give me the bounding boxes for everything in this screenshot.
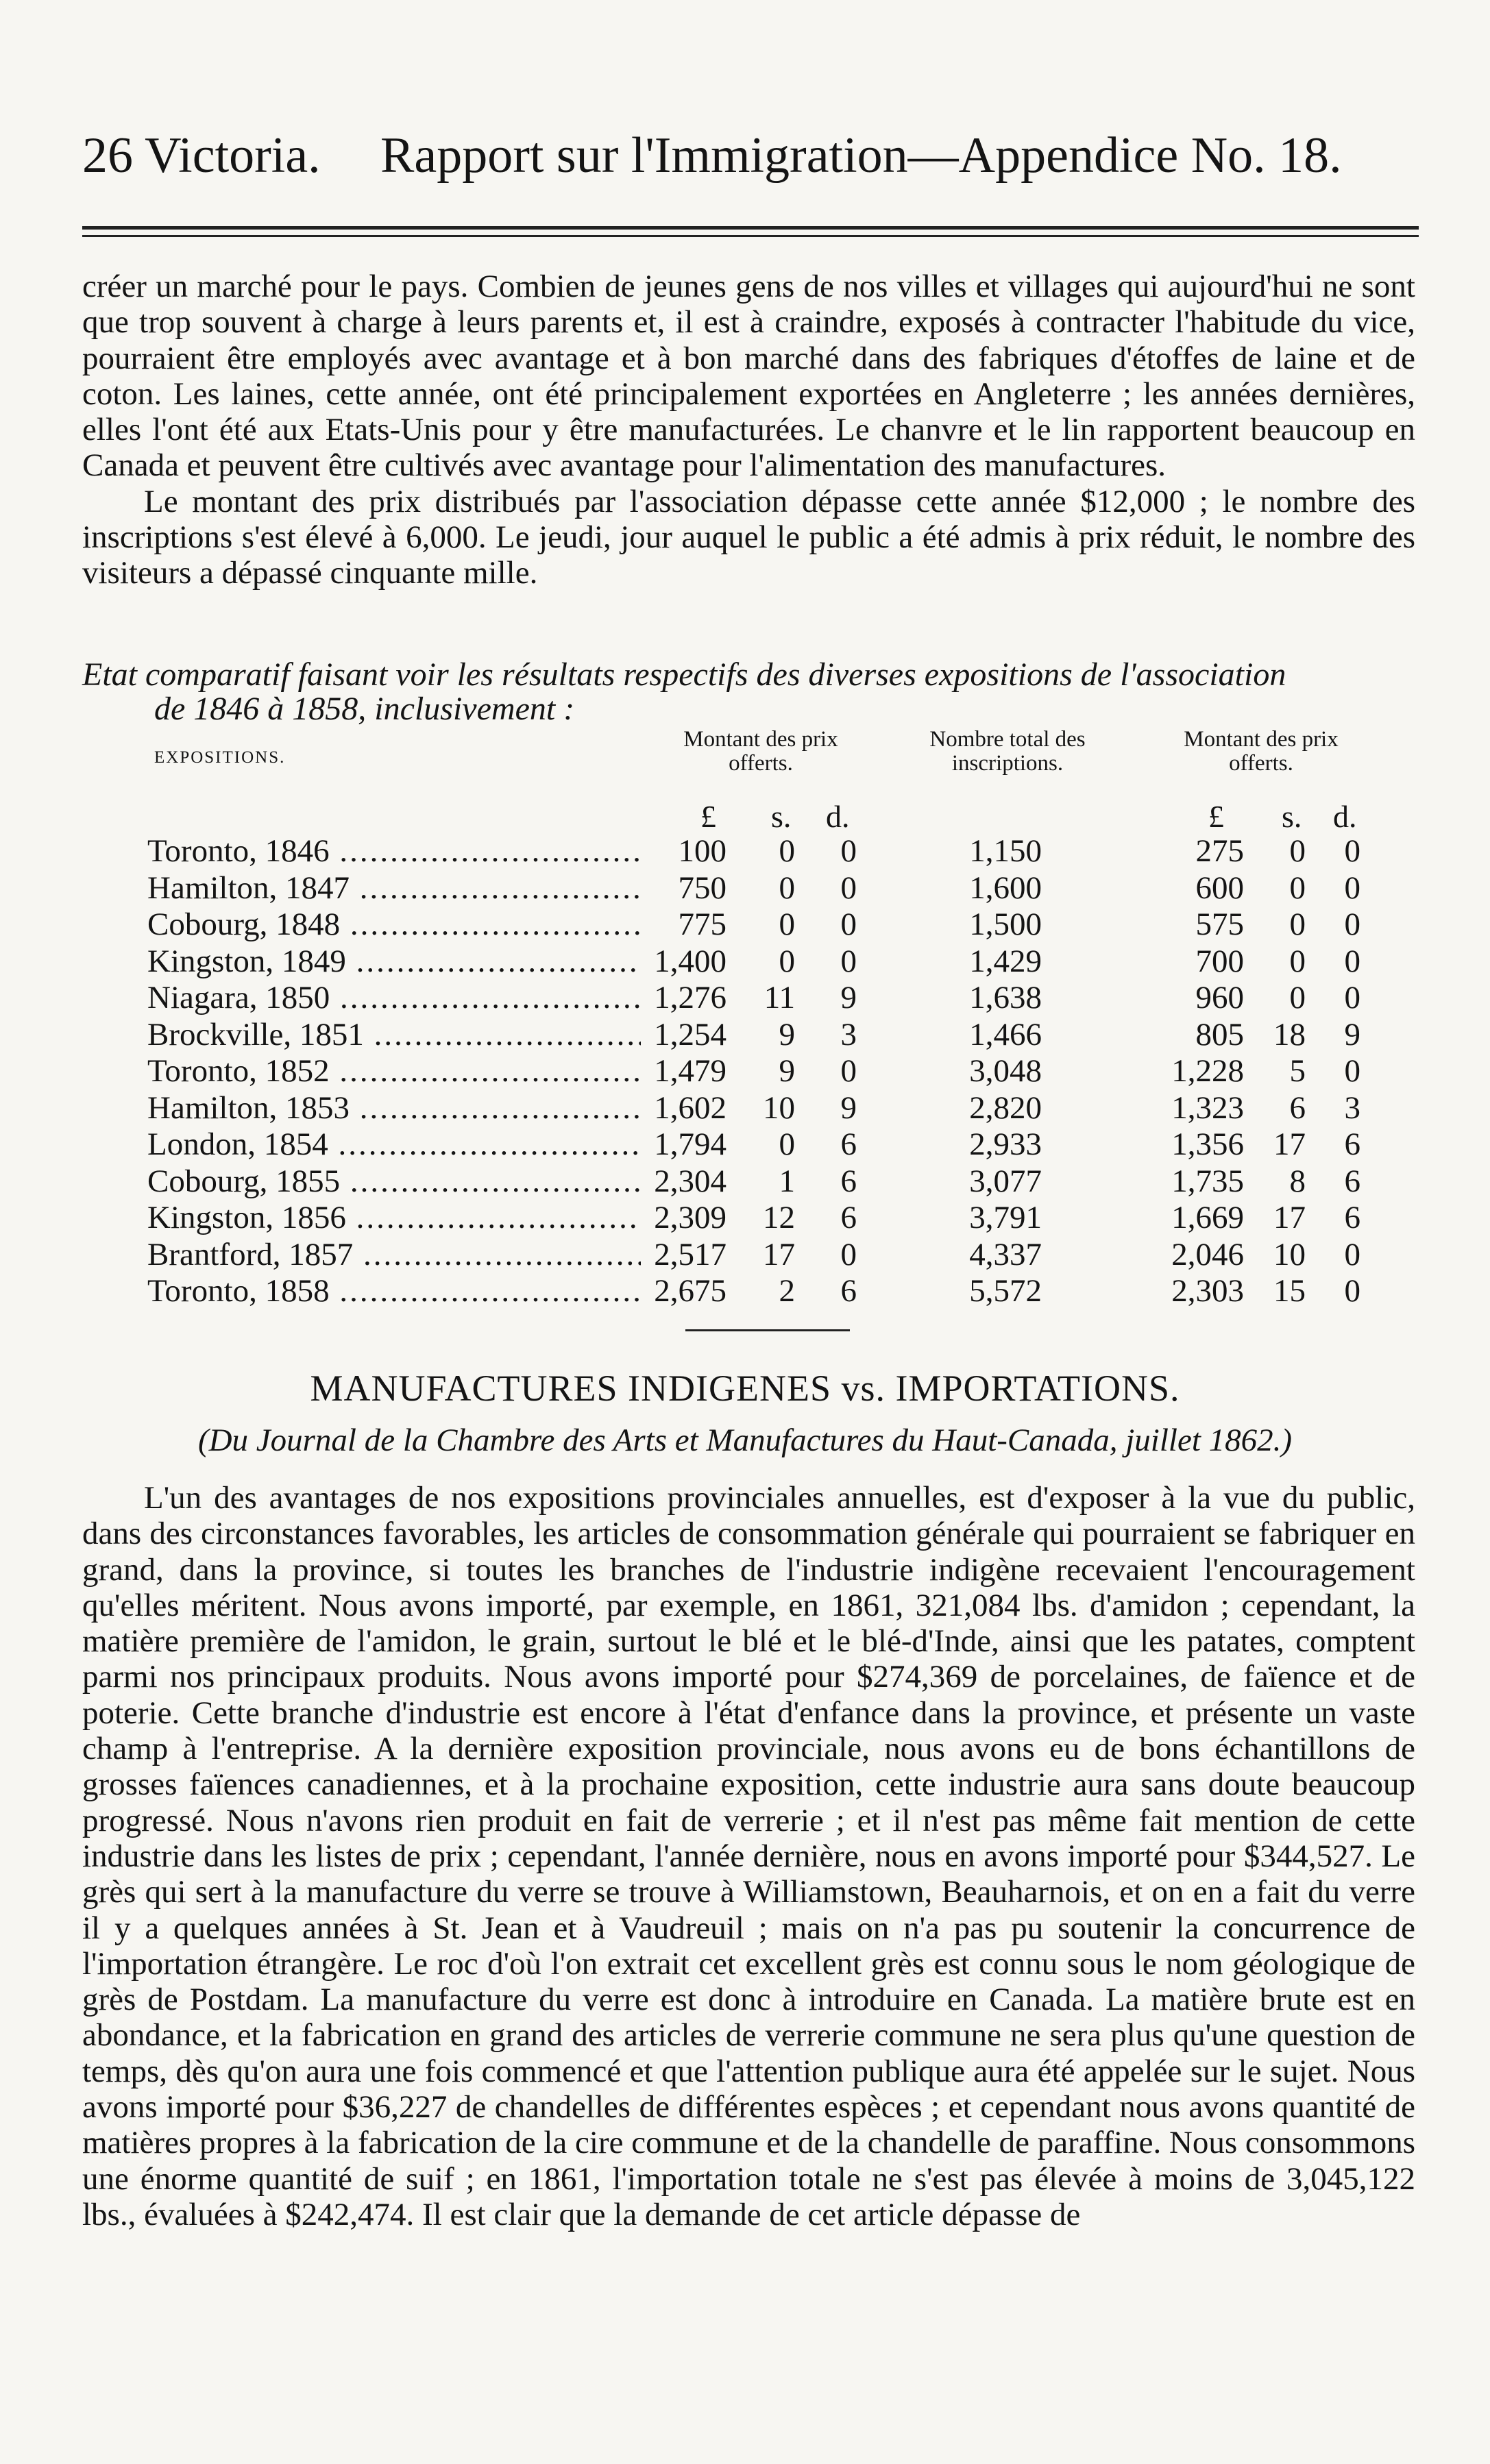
row-name: Kingston, 1856 ..... xyxy=(147,1199,641,1236)
unit-pence: d. xyxy=(826,799,850,834)
prix-pence: 6 xyxy=(840,1126,857,1162)
prix-offerts-pounds: 600 xyxy=(1195,870,1244,906)
table-row xyxy=(0,1016,1490,1054)
header-title: Rapport sur l'Immigration—Appendice No. 18. xyxy=(380,127,1342,184)
intro-paragraph-2: Le montant des prix distribués par l'association dépasse cette année $12,000 ; le nombre des inscriptions s'est élevé à 6,000. Le jeudi, jour auquel le public a été admis à prix réduit, le nombre des visiteurs a dépassé cinquante mille. xyxy=(82,483,1415,591)
inscriptions: 3,077 xyxy=(969,1163,1042,1199)
prix-shillings: 17 xyxy=(763,1236,795,1272)
prix-pence: 6 xyxy=(840,1163,857,1199)
prix-shillings: 11 xyxy=(764,980,795,1015)
table-row xyxy=(0,1236,1490,1274)
row-name: Brantford, 1857 ..... xyxy=(147,1236,641,1273)
prix-offerts-pence: 6 xyxy=(1344,1163,1360,1199)
prix-offerts-pence: 3 xyxy=(1344,1089,1360,1126)
prix-pounds: 2,517 xyxy=(654,1236,726,1272)
table-row xyxy=(0,1089,1490,1127)
prix-pounds: 775 xyxy=(678,907,726,942)
inscriptions: 1,466 xyxy=(969,1016,1042,1052)
unit-pounds: £ xyxy=(1208,799,1224,834)
prix-offerts-shillings: 10 xyxy=(1273,1236,1306,1272)
unit-shillings: s. xyxy=(771,799,792,834)
prix-offerts-pence: 0 xyxy=(1344,1236,1360,1272)
inscriptions: 1,150 xyxy=(969,833,1042,869)
prix-offerts-shillings: 5 xyxy=(1289,1053,1306,1089)
intro-text xyxy=(82,269,1415,591)
prix-pence: 9 xyxy=(840,980,857,1015)
table-row xyxy=(0,1272,1490,1310)
prix-offerts-shillings: 0 xyxy=(1289,980,1306,1015)
inscriptions: 2,933 xyxy=(969,1126,1042,1162)
prix-pence: 3 xyxy=(840,1016,857,1052)
unit-shillings: s. xyxy=(1282,799,1302,834)
prix-pence: 0 xyxy=(840,1236,857,1272)
row-name: Cobourg, 1855 ..... xyxy=(147,1163,641,1200)
inscriptions: 4,337 xyxy=(969,1236,1042,1272)
inscriptions: 5,572 xyxy=(969,1273,1042,1309)
prix-pounds: 2,309 xyxy=(654,1200,726,1235)
inscriptions: 2,820 xyxy=(969,1089,1042,1126)
prix-pounds: 1,479 xyxy=(654,1053,726,1089)
prix-pence: 9 xyxy=(840,1089,857,1126)
intro-paragraph-1: créer un marché pour le pays. Combien de jeunes gens de nos villes et villages qui aujourd'hui ne sont que trop souvent à charge à leurs parents et, il est à craindre, exposés à contracter l'habitude du vice, pourraient être employés avec avantage et à bon marché dans des fabriques d'étoffes de laine et de coton. Les laines, cette année, ont été principalement exportées en Angleterre ; les années dernières, elles l'ont été aux Etats-Unis pour y être manufacturées. Le chanvre et le lin rapportent beaucoup en Canada et peuvent être cultivés avec avantage pour l'alimentation des manufactures. xyxy=(82,269,1415,484)
prix-pence: 0 xyxy=(840,833,857,869)
prix-offerts-pounds: 700 xyxy=(1195,943,1244,979)
prix-shillings: 2 xyxy=(779,1273,795,1309)
row-name: London, 1854 ..... xyxy=(147,1126,641,1163)
inscriptions: 1,600 xyxy=(969,870,1042,906)
prix-pence: 6 xyxy=(840,1200,857,1235)
prix-offerts-pounds: 2,046 xyxy=(1171,1236,1244,1272)
prix-offerts-pounds: 805 xyxy=(1195,1016,1244,1052)
row-name: Toronto, 1846 ..... xyxy=(147,833,641,870)
section-paragraph: L'un des avantages de nos expositions provinciales annuelles, est d'exposer à la vue du public, dans des circonstances favorables, les articles de consommation générale qui pourraient se fabriquer en grand, dans la province, si toutes les branches de l'industrie indigène recevaient l'encouragement qu'elles méritent. Nous avons importé, par exemple, en 1861, 321,084 lbs. d'amidon ; cependant, la matière première de l'amidon, le grain, surtout le blé et le blé-d'Inde, ainsi que les patates, comptent parmi nos principaux produits. Nous avons importé pour $274,369 de porcelaines, de faïence et de poterie. Cette branche d'industrie est encore à l'état d'enfance dans la province, et présente un vaste champ à l'entreprise. A la dernière exposition provinciale, nous avons eu de bons échantillons de grosses faïences canadiennes, et à la prochaine exposition, cette industrie aura sans doute beaucoup progressé. Nous n'avons rien produit en fait de verrerie ; et il n'est pas même fait mention de cette industrie dans les listes de prix ; cependant, l'année dernière, nous en avons importé pour $344,527. Le grès qui sert à la manufacture du verre se trouve à Williamstown, Beauharnois, et on en a fait du verre il y a quelques années à St. Jean et à Vaudreuil ; mais on n'a pas pu soutenir la concurrence de l'importation étrangère. Le roc d'où l'on extrait cet excellent grès est connu sous le nom géologique de grès de Postdam. La manufacture du verre est donc à introduire en Canada. La matière brute est en abondance, et la fabrication en grand des articles de verrerie commune ne sera plus qu'une question de temps, dès qu'on aura une fois commencé et que l'attention publique aura été appelée sur le sujet. Nous avons importé pour $36,227 de chandelles de différentes espèces ; et cependant nous avons quantité de matières propres à la fabrication de la cire commune et de la chandelle de paraffine. Nous consommons une énorme quantité de suif ; en 1861, l'importation totale ne s'est pas élevée à moins de 3,045,122 lbs., évaluées à $242,474. Il est clair que la demande de cet article dépasse de xyxy=(82,1480,1415,2232)
row-name: Cobourg, 1848 ..... xyxy=(147,906,641,943)
header-rule-thin xyxy=(82,235,1419,237)
table-row xyxy=(0,1199,1490,1237)
table-row xyxy=(0,979,1490,1017)
prix-pounds: 1,400 xyxy=(654,943,726,979)
session-label: 26 Victoria. xyxy=(82,127,321,184)
column-header-prix-1: Montant des prix offerts. xyxy=(683,727,838,776)
prix-shillings: 0 xyxy=(779,907,795,942)
prix-offerts-pounds: 275 xyxy=(1195,833,1244,869)
row-name: Hamilton, 1847 ..... xyxy=(147,870,641,907)
prix-pounds: 1,602 xyxy=(654,1089,726,1126)
prix-pence: 0 xyxy=(840,1053,857,1089)
table-caption-line-2: de 1846 à 1858, inclusivement : xyxy=(154,691,575,727)
prix-offerts-pounds: 1,228 xyxy=(1171,1053,1244,1089)
table-row xyxy=(0,1126,1490,1163)
prix-offerts-shillings: 0 xyxy=(1289,907,1306,942)
prix-offerts-shillings: 6 xyxy=(1289,1089,1306,1126)
inscriptions: 3,791 xyxy=(969,1200,1042,1235)
section-divider xyxy=(685,1329,850,1331)
prix-offerts-pence: 6 xyxy=(1344,1200,1360,1235)
column-header-inscriptions: Nombre total des inscriptions. xyxy=(929,727,1086,776)
table-caption-line-1: Etat comparatif faisant voir les résultats respectifs des diverses expositions de l'association xyxy=(82,656,1286,693)
prix-pence: 0 xyxy=(840,907,857,942)
prix-shillings: 1 xyxy=(779,1163,795,1199)
table-row xyxy=(0,1052,1490,1090)
prix-offerts-pounds: 1,356 xyxy=(1171,1126,1244,1162)
prix-shillings: 9 xyxy=(779,1053,795,1089)
table-row xyxy=(0,833,1490,870)
prix-offerts-pounds: 1,735 xyxy=(1171,1163,1244,1199)
row-name: Toronto, 1858 ..... xyxy=(147,1272,641,1309)
table-row xyxy=(0,943,1490,981)
table-row xyxy=(0,906,1490,944)
prix-offerts-shillings: 8 xyxy=(1289,1163,1306,1199)
prix-pence: 6 xyxy=(840,1273,857,1309)
prix-pounds: 2,675 xyxy=(654,1273,726,1309)
prix-shillings: 0 xyxy=(779,1126,795,1162)
section-body xyxy=(82,1480,1415,2232)
prix-offerts-pence: 6 xyxy=(1344,1126,1360,1162)
prix-offerts-shillings: 15 xyxy=(1273,1273,1306,1309)
prix-offerts-pence: 0 xyxy=(1344,870,1360,906)
header-rule-thick xyxy=(82,226,1419,230)
section-title: MANUFACTURES INDIGENES vs. IMPORTATIONS. xyxy=(310,1368,1180,1409)
prix-pounds: 1,276 xyxy=(654,980,726,1015)
prix-pence: 0 xyxy=(840,943,857,979)
prix-offerts-shillings: 0 xyxy=(1289,943,1306,979)
inscriptions: 1,638 xyxy=(969,980,1042,1015)
row-name: Hamilton, 1853 ..... xyxy=(147,1089,641,1126)
prix-offerts-pounds: 575 xyxy=(1195,907,1244,942)
prix-offerts-pence: 0 xyxy=(1344,1053,1360,1089)
prix-offerts-pence: 0 xyxy=(1344,907,1360,942)
row-name: Toronto, 1852 ..... xyxy=(147,1052,641,1089)
inscriptions: 3,048 xyxy=(969,1053,1042,1089)
inscriptions: 1,500 xyxy=(969,907,1042,942)
prix-offerts-pounds: 1,669 xyxy=(1171,1200,1244,1235)
table-row xyxy=(0,1163,1490,1200)
prix-shillings: 0 xyxy=(779,943,795,979)
column-header-prix-2: Montant des prix offerts. xyxy=(1184,727,1339,776)
prix-offerts-shillings: 17 xyxy=(1273,1126,1306,1162)
prix-shillings: 0 xyxy=(779,833,795,869)
prix-offerts-pence: 0 xyxy=(1344,980,1360,1015)
prix-offerts-shillings: 0 xyxy=(1289,870,1306,906)
prix-pounds: 1,794 xyxy=(654,1126,726,1162)
column-header-expositions: EXPOSITIONS. xyxy=(154,748,286,767)
inscriptions: 1,429 xyxy=(969,943,1042,979)
unit-pounds: £ xyxy=(700,799,716,834)
prix-offerts-shillings: 0 xyxy=(1289,833,1306,869)
prix-pounds: 1,254 xyxy=(654,1016,726,1052)
prix-pounds: 750 xyxy=(678,870,726,906)
prix-pence: 0 xyxy=(840,870,857,906)
table-row xyxy=(0,870,1490,907)
table-caption xyxy=(82,658,1415,726)
row-name: Kingston, 1849 ..... xyxy=(147,943,641,980)
section-source: (Du Journal de la Chambre des Arts et Manufactures du Haut-Canada, juillet 1862.) xyxy=(197,1422,1293,1458)
prix-shillings: 12 xyxy=(763,1200,795,1235)
prix-pounds: 2,304 xyxy=(654,1163,726,1199)
prix-offerts-shillings: 17 xyxy=(1273,1200,1306,1235)
prix-offerts-pounds: 2,303 xyxy=(1171,1273,1244,1309)
prix-offerts-pence: 0 xyxy=(1344,943,1360,979)
prix-offerts-pounds: 960 xyxy=(1195,980,1244,1015)
prix-offerts-pence: 0 xyxy=(1344,1273,1360,1309)
prix-offerts-pence: 9 xyxy=(1344,1016,1360,1052)
prix-shillings: 9 xyxy=(779,1016,795,1052)
row-name: Brockville, 1851 ..... xyxy=(147,1016,641,1053)
row-name: Niagara, 1850 ..... xyxy=(147,979,641,1016)
prix-offerts-pence: 0 xyxy=(1344,833,1360,869)
unit-pence: d. xyxy=(1333,799,1357,834)
prix-offerts-pounds: 1,323 xyxy=(1171,1089,1244,1126)
prix-offerts-shillings: 18 xyxy=(1273,1016,1306,1052)
prix-shillings: 10 xyxy=(763,1089,795,1126)
prix-shillings: 0 xyxy=(779,870,795,906)
prix-pounds: 100 xyxy=(678,833,726,869)
